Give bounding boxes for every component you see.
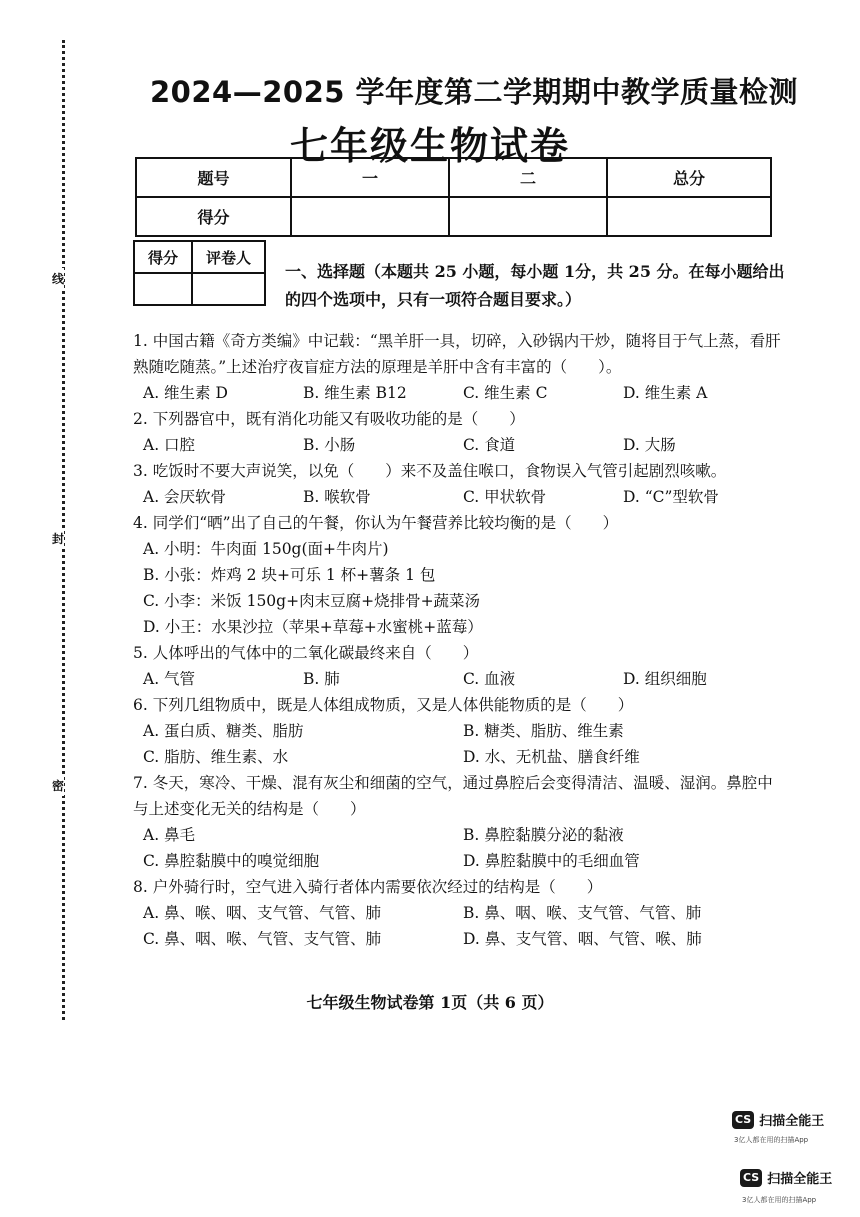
questions-list (133, 328, 783, 952)
option-a[interactable]: A. 会厌软骨 (143, 488, 227, 506)
option-b[interactable]: B. 维生素 B12 (303, 384, 407, 402)
grader-score-input[interactable] (134, 273, 192, 305)
option-b[interactable]: B. 糖类、脂肪、维生素 (463, 722, 624, 740)
option-c[interactable]: C. 甲状软骨 (463, 488, 547, 506)
option-a[interactable]: A. 鼻、喉、咽、支气管、气管、肺 (143, 904, 382, 922)
page-footer: 七年级生物试卷第 1页（共 6 页） (306, 993, 554, 1012)
question-stem: 1. 中国古籍《奇方类编》中记载：“黑羊肝一具，切碎，入砂锅内干炒，随将目于气上蒸，看肝熟随吃随蒸。”上述治疗夜盲症方法的原理是羊肝中含有丰富的（ ）。 (133, 332, 781, 376)
option-d[interactable]: D. 鼻、支气管、咽、气管、喉、肺 (463, 930, 702, 948)
cs-logo-icon: CS (732, 1111, 754, 1129)
section-heading: 一、选择题（本题共 25 小题，每小题 1分，共 25 分。在每小题给出的四个选项中，只有一项符合题目要求。） (285, 262, 785, 309)
option-c[interactable]: C. 食道 (463, 436, 516, 454)
option-b[interactable]: B. 小张：炸鸡 2 块+可乐 1 杯+薯条 1 包 (143, 566, 436, 584)
exam-subtitle: 七年级生物试卷 (289, 124, 570, 168)
option-d[interactable]: D. 小王：水果沙拉（苹果+草莓+水蜜桃+蓝莓） (143, 618, 483, 636)
grader-name-input[interactable] (192, 273, 265, 305)
question-stem: 8. 户外骑行时，空气进入骑行者体内需要依次经过的结构是（ ） (133, 878, 603, 896)
option-a[interactable]: A. 鼻毛 (143, 826, 196, 844)
question-1 (133, 328, 783, 406)
option-d[interactable]: D. “C”型软骨 (623, 488, 719, 506)
score-table-score-row (136, 197, 771, 236)
option-d[interactable]: D. 组织细胞 (623, 670, 707, 688)
option-a[interactable]: A. 口腔 (143, 436, 196, 454)
question-stem: 4. 同学们“晒”出了自己的午餐，你认为午餐营养比较均衡的是（ ） (133, 514, 619, 532)
score-cell: 题号 (136, 158, 291, 197)
exam-title: 2024—2025 学年度第二学期期中教学质量检测 (150, 75, 799, 109)
question-6 (133, 692, 783, 770)
option-a[interactable]: A. 蛋白质、糖类、脂肪 (143, 722, 304, 740)
score-table-header-row (136, 158, 771, 197)
score-cell: 得分 (136, 197, 291, 236)
option-a[interactable]: A. 小明：牛肉面 150g(面+牛肉片) (143, 540, 389, 558)
option-b[interactable]: B. 鼻腔黏膜分泌的黏液 (463, 826, 624, 844)
option-c[interactable]: C. 小李：米饭 150g+肉末豆腐+烧排骨+蔬菜汤 (143, 592, 481, 610)
option-a[interactable]: A. 气管 (143, 670, 196, 688)
score-cell: 一 (291, 158, 449, 197)
option-c[interactable]: C. 脂肪、维生素、水 (143, 748, 289, 766)
grader-table (133, 240, 266, 306)
question-stem: 2. 下列器官中，既有消化功能又有吸收功能的是（ ） (133, 410, 525, 428)
option-b[interactable]: B. 鼻、咽、喉、支气管、气管、肺 (463, 904, 702, 922)
score-table (135, 157, 772, 237)
binding-char-feng: 封 (52, 528, 64, 549)
question-7 (133, 770, 783, 874)
cs-logo-icon: CS (740, 1169, 762, 1187)
option-d[interactable]: D. 鼻腔黏膜中的毛细血管 (463, 852, 640, 870)
option-d[interactable]: D. 维生素 A (623, 384, 708, 402)
option-c[interactable]: C. 维生素 C (463, 384, 548, 402)
option-d[interactable]: D. 水、无机盐、膳食纤维 (463, 748, 640, 766)
option-b[interactable]: B. 肺 (303, 670, 340, 688)
question-2 (133, 406, 783, 458)
watermark-tagline: 3亿人都在用的扫描App (734, 1136, 809, 1144)
scanner-watermark (740, 1168, 832, 1187)
option-b[interactable]: B. 喉软骨 (303, 488, 371, 506)
watermark-app-name: 扫描全能王 (759, 1114, 825, 1129)
option-d[interactable]: D. 大肠 (623, 436, 676, 454)
score-input-cell[interactable] (449, 197, 607, 236)
score-input-cell[interactable] (607, 197, 771, 236)
question-8 (133, 874, 783, 952)
question-stem: 7. 冬天，寒冷、干燥、混有灰尘和细菌的空气，通过鼻腔后会变得清洁、温暖、湿润。鼻腔中与上述变化无关的结构是（ ） (133, 774, 773, 818)
score-cell: 二 (449, 158, 607, 197)
score-input-cell[interactable] (291, 197, 449, 236)
option-a[interactable]: A. 维生素 D (143, 384, 228, 402)
score-cell: 总分 (607, 158, 771, 197)
option-c[interactable]: C. 鼻腔黏膜中的嗅觉细胞 (143, 852, 320, 870)
grader-score-label: 得分 (134, 241, 192, 273)
question-stem: 6. 下列几组物质中，既是人体组成物质，又是人体供能物质的是（ ） (133, 696, 634, 714)
grader-name-label: 评卷人 (192, 241, 265, 273)
question-5 (133, 640, 783, 692)
question-stem: 5. 人体呼出的气体中的二氧化碳最终来自（ ） (133, 644, 479, 662)
scanner-watermark (732, 1110, 824, 1129)
question-stem: 3. 吃饭时不要大声说笑，以免（ ）来不及盖住喉口，食物误入气管引起剧烈咳嗽。 (133, 462, 727, 480)
option-c[interactable]: C. 鼻、咽、喉、气管、支气管、肺 (143, 930, 382, 948)
watermark-app-name: 扫描全能王 (767, 1172, 833, 1187)
option-b[interactable]: B. 小肠 (303, 436, 356, 454)
question-3 (133, 458, 783, 510)
watermark-tagline: 3亿人都在用的扫描App (742, 1196, 817, 1204)
question-4 (133, 510, 783, 640)
option-c[interactable]: C. 血液 (463, 670, 516, 688)
binding-char-xian: 线 (52, 268, 64, 289)
binding-char-mi: 密 (52, 775, 64, 796)
